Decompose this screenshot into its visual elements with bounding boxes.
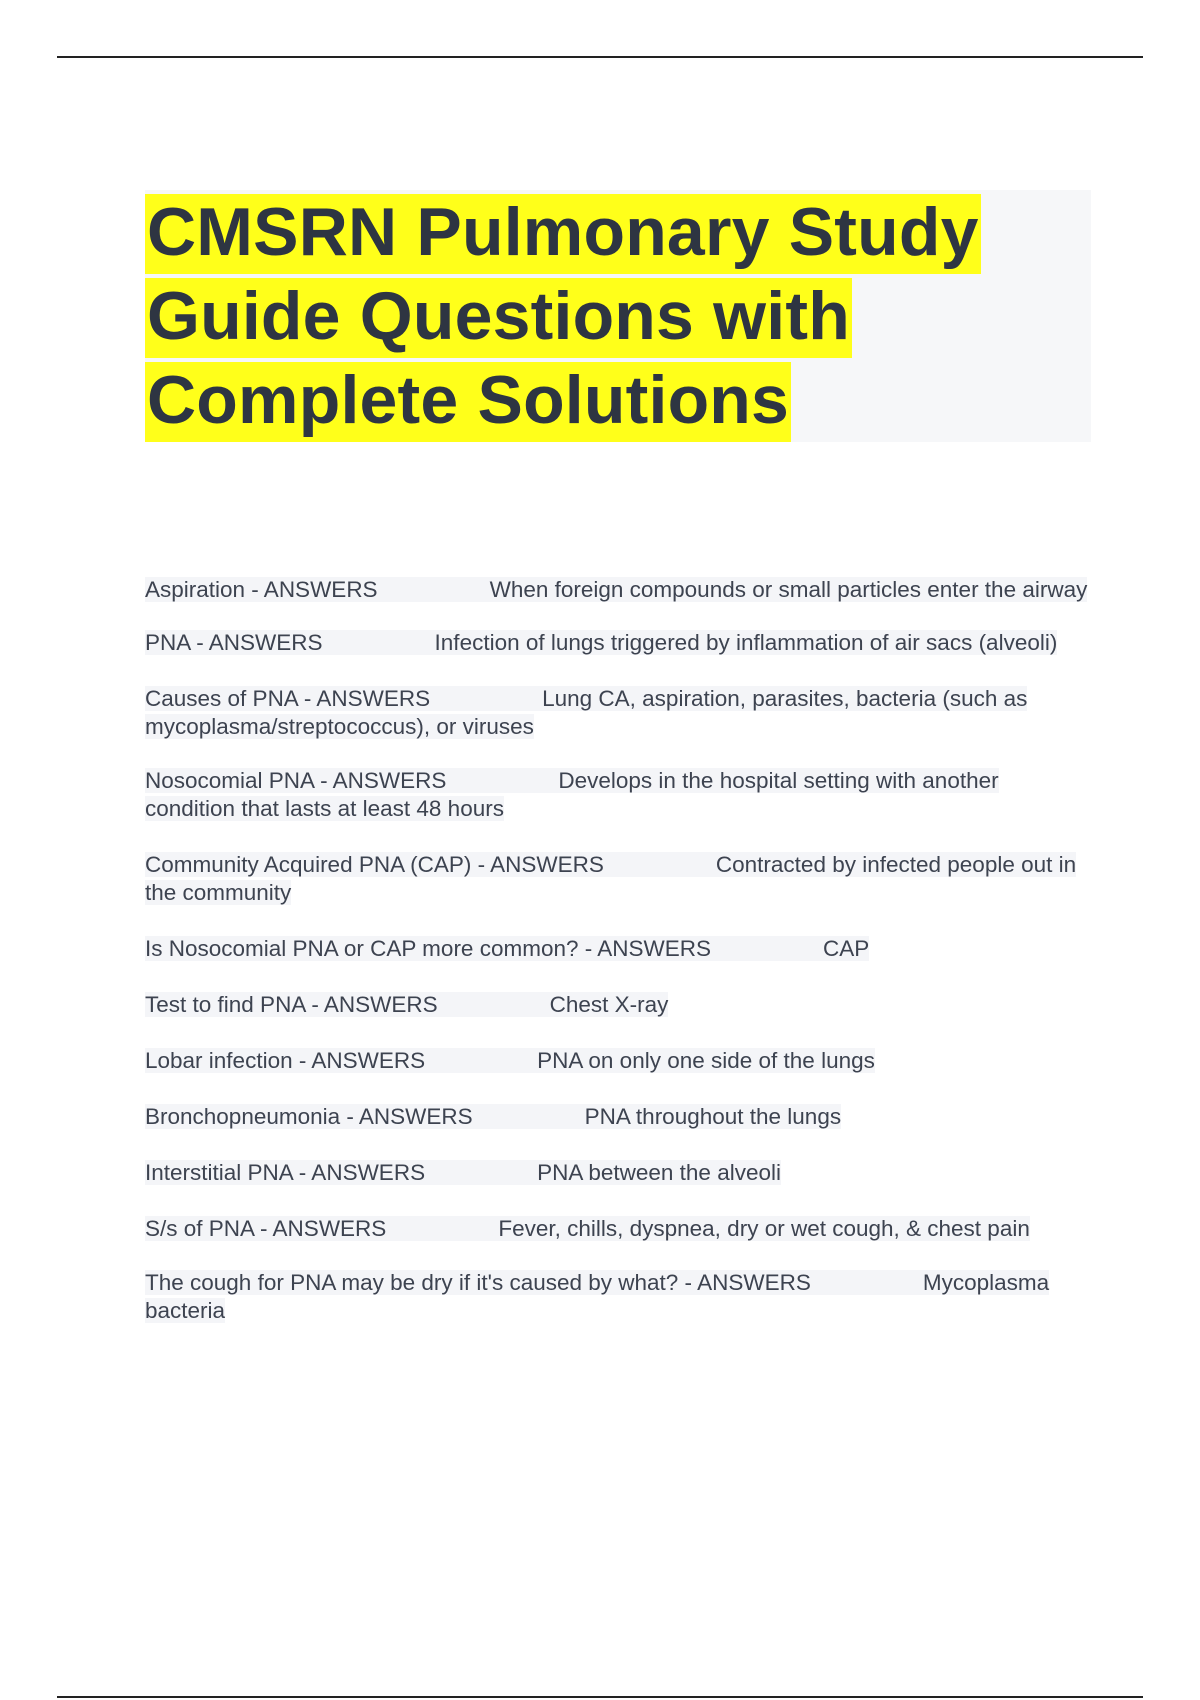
qa-item-aspiration [145,576,1090,604]
qa-answer: PNA throughout the lungs [584,1104,842,1129]
qa-item-lobar-infection [145,1047,1090,1075]
qa-term: Bronchopneumonia - ANSWERS [145,1104,473,1129]
qa-item-signs-symptoms [145,1215,1090,1243]
qa-answer: Chest X-ray [549,992,669,1017]
qa-term: Causes of PNA - ANSWERS [145,686,431,711]
qa-item-bronchopneumonia [145,1103,1090,1131]
qa-term: Lobar infection - ANSWERS [145,1048,426,1073]
qa-item-interstitial-pna [145,1159,1090,1187]
bottom-rule [57,1696,1143,1698]
qa-item-more-common [145,935,1090,963]
qa-item-nosocomial-pna [145,767,1090,823]
qa-term: Is Nosocomial PNA or CAP more common? - ANSWERS [145,936,712,961]
qa-item-test-to-find-pna [145,991,1090,1019]
qa-answer: Lung CA, aspiration, parasites, bacteria (such as mycoplasma/streptococcus), or viruses [145,686,1028,739]
qa-term: PNA - ANSWERS [145,630,323,655]
qa-answer: Mycoplasma bacteria [145,1270,1050,1323]
qa-list [145,576,1090,1325]
qa-answer: Contracted by infected people out in the community [145,852,1077,905]
qa-answer: Infection of lungs triggered by inflammation of air sacs (alveoli) [434,630,1058,655]
qa-term: S/s of PNA - ANSWERS [145,1216,387,1241]
qa-answer: CAP [823,936,870,961]
qa-term: Community Acquired PNA (CAP) - ANSWERS [145,852,604,877]
qa-answer: PNA between the alveoli [537,1160,781,1185]
qa-answer: PNA on only one side of the lungs [537,1048,875,1073]
title-line-1: CMSRN Pulmonary Study [145,194,981,274]
qa-item-pna [145,629,1090,657]
qa-answer: Develops in the hospital setting with another condition that lasts at least 48 hours [145,768,999,821]
qa-item-community-acquired-pna [145,851,1090,907]
qa-item-dry-cough-cause [145,1269,1090,1325]
qa-answer: When foreign compounds or small particles enter the airway [489,577,1088,602]
title-line-3: Complete Solutions [145,362,791,442]
qa-answer: Fever, chills, dyspnea, dry or wet cough, & chest pain [498,1216,1030,1241]
qa-term: Nosocomial PNA - ANSWERS [145,768,447,793]
document-title [145,190,1091,442]
qa-term: Interstitial PNA - ANSWERS [145,1160,426,1185]
qa-term: Aspiration - ANSWERS [145,577,378,602]
qa-item-causes-of-pna [145,685,1090,741]
top-rule [57,56,1143,58]
qa-term: The cough for PNA may be dry if it's caused by what? - ANSWERS [145,1270,811,1295]
qa-term: Test to find PNA - ANSWERS [145,992,438,1017]
title-line-2: Guide Questions with [145,278,852,358]
